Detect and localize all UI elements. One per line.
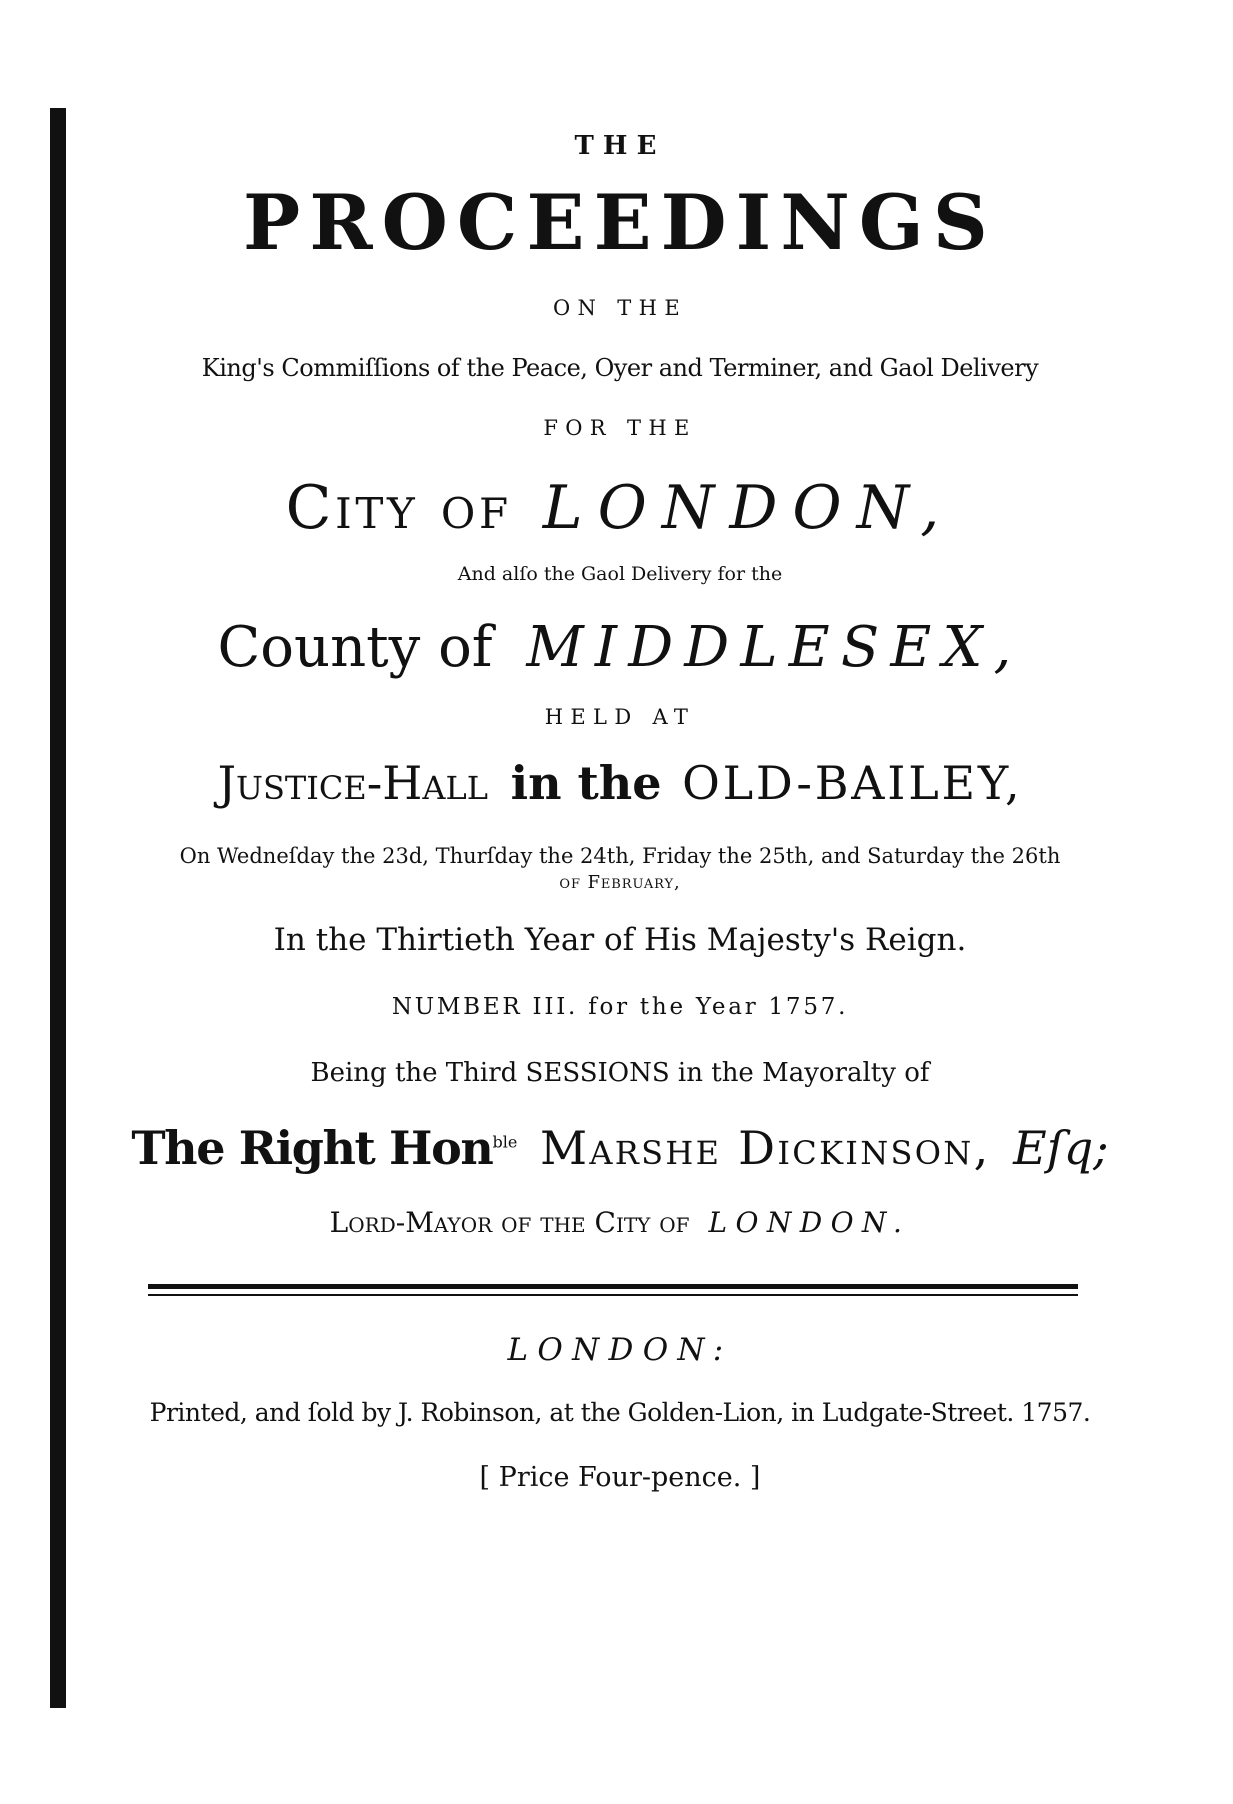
mayor-line — [120, 1121, 1120, 1175]
lord-mayor-label: Lord-Mayor of the City of — [329, 1206, 690, 1239]
lord-mayor-line — [120, 1206, 1120, 1239]
in-the-label: in the — [510, 756, 662, 810]
heading-proceedings: PROCEEDINGS — [243, 178, 997, 267]
gaol-delivery-line: And alſo the Gaol Delivery for the — [457, 563, 783, 585]
for-the-line: FOR THE — [543, 416, 697, 440]
county-of-label: County of — [217, 615, 493, 680]
justice-hall-line — [120, 756, 1120, 810]
double-rule-top — [148, 1284, 1078, 1289]
city-of-london-line — [120, 473, 1120, 543]
number-line: NUMBER III. for the Year 1757. — [391, 994, 849, 1020]
right-hon-label: The Right Hon — [131, 1121, 493, 1175]
county-of-middlesex-line — [120, 615, 1120, 680]
london-heading: LONDON, — [542, 473, 955, 543]
commissions-line: King's Commiſſions of the Peace, Oyer and Terminer, and Gaol Delivery — [201, 354, 1039, 382]
double-rule-bottom — [148, 1294, 1078, 1296]
on-the-line: ON THE — [552, 296, 688, 320]
justice-hall-label: Justice-Hall — [217, 756, 488, 810]
dates-month: of February, — [559, 872, 681, 893]
esquire-label: Eſq; — [1013, 1121, 1109, 1175]
lord-mayor-city: LONDON. — [708, 1206, 911, 1239]
sessions-line: Being the Third SESSIONS in the Mayoralty of — [310, 1058, 930, 1088]
reign-line: In the Thirtieth Year of His Majesty's Reign. — [273, 922, 967, 958]
dates-line: On Wedneſday the 23d, Thurſday the 24th, Friday the 25th, and Saturday the 26th — [179, 844, 1061, 868]
imprint-printer: Printed, and ſold by J. Robinson, at the Golden-Lion, in Ludgate-Street. 1757. — [149, 1398, 1091, 1427]
heading-the: THE — [574, 131, 666, 161]
binding-edge — [50, 108, 66, 1708]
mayor-name: Marshe Dickinson, — [539, 1121, 991, 1175]
imprint-place: LONDON: — [507, 1332, 733, 1368]
price-line: [ Price Four-pence. ] — [479, 1462, 761, 1493]
old-bailey-heading: OLD-BAILEY, — [682, 756, 1023, 810]
held-at-line: HELD AT — [544, 705, 696, 729]
city-of-label: City of — [285, 473, 512, 543]
right-hon-superscript: ble — [492, 1132, 518, 1152]
middlesex-heading: MIDDLESEX, — [526, 615, 1023, 680]
